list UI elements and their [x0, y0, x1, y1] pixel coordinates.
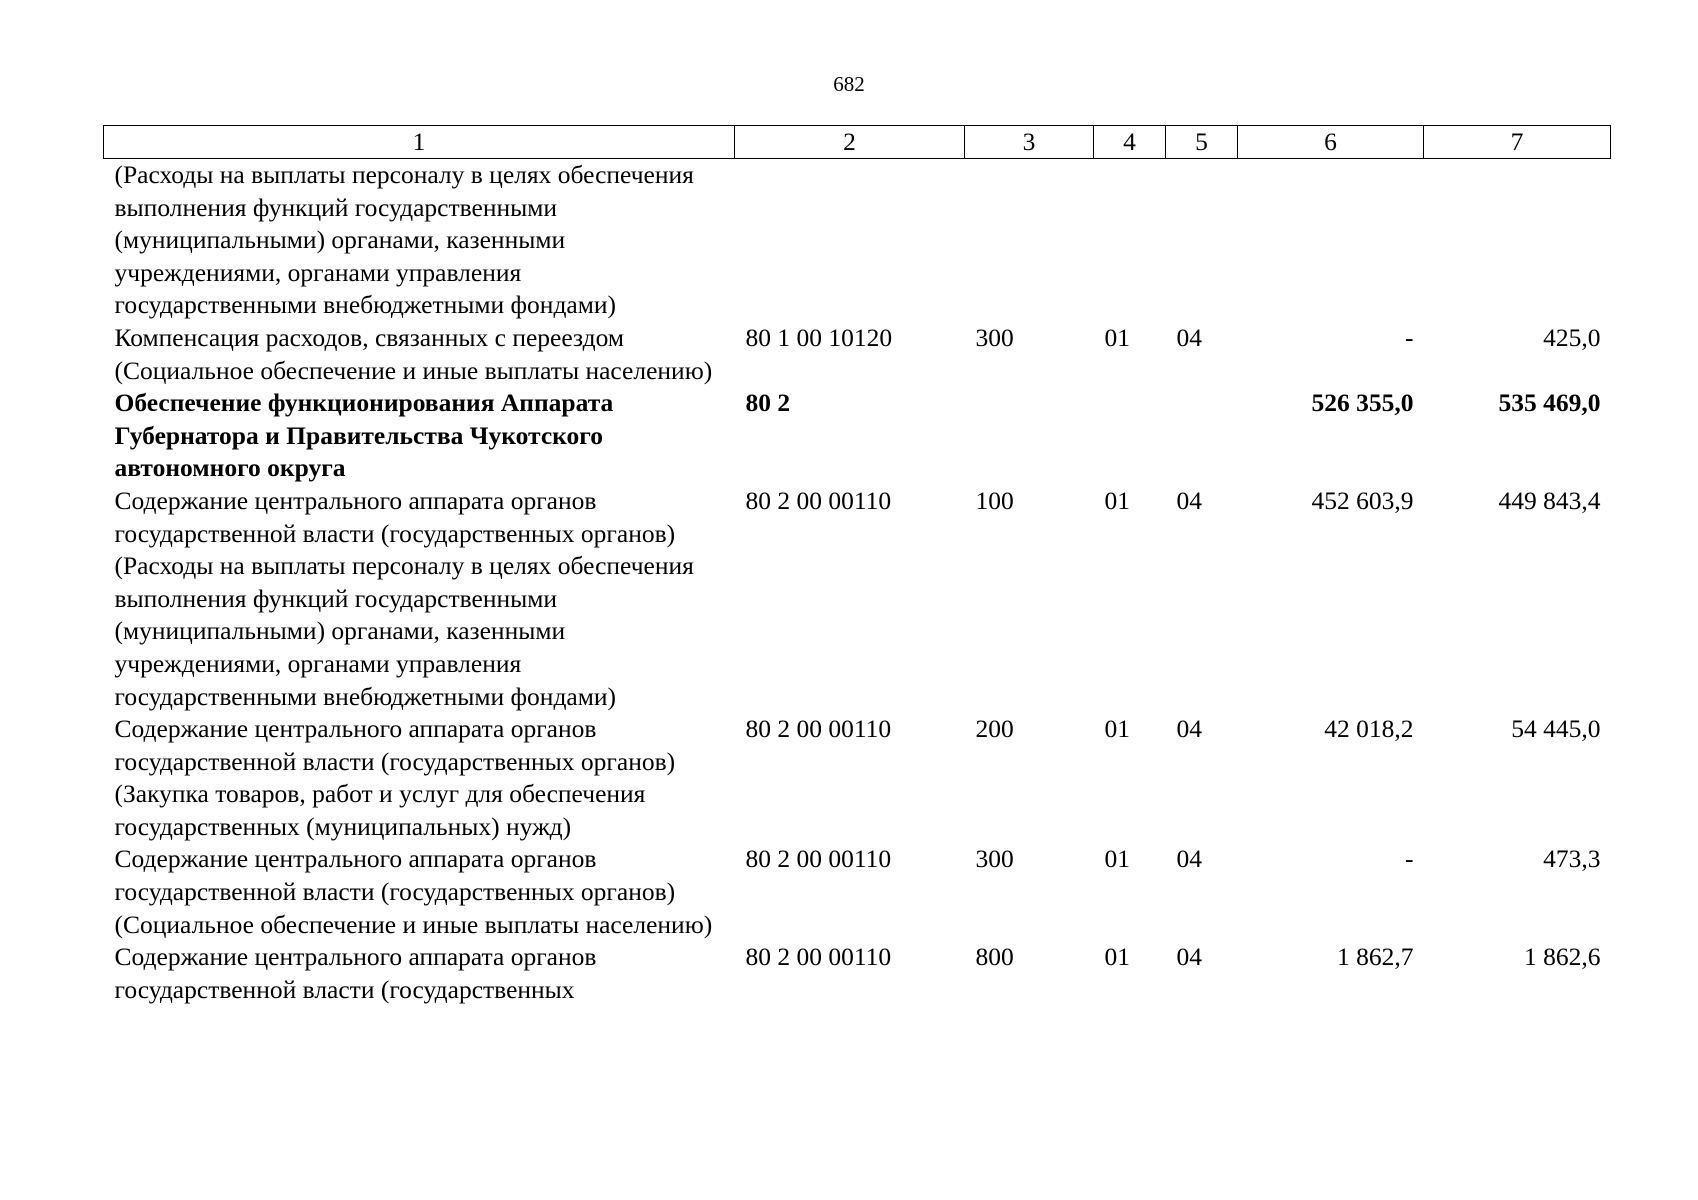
row-sum-1: 42 018,2	[1324, 714, 1414, 744]
row-subsection	[1166, 159, 1238, 322]
row-code: 80 2 00 00110	[745, 714, 892, 744]
budget-table	[103, 125, 1611, 1006]
table-row	[104, 322, 1611, 387]
row-expense-type: 100	[975, 485, 1014, 515]
row-subsection: 04	[1176, 714, 1202, 744]
row-name: (Расходы на выплаты персоналу в целях обеспечения выполнения функций государственными (муниципальными) органами, казенными учреждениями, органами управления государственными внебюджетными фондами)	[114, 160, 694, 320]
row-name: Содержание центрального аппарата органов государственной власти (государственных органов) (Закупка товаров, работ и услуг для обеспечения государственных (муниципальных) нужд)	[114, 714, 676, 841]
row-subsection: 04	[1176, 844, 1202, 874]
row-sum-1: -	[1405, 844, 1414, 874]
row-expense-type: 300	[975, 844, 1014, 874]
row-sum-1: 1 862,7	[1337, 942, 1414, 972]
row-code: 80 1 00 10120	[745, 322, 893, 352]
row-sum-2	[1424, 159, 1611, 322]
row-sum-2: 449 843,4	[1498, 485, 1601, 515]
row-sum-1: 452 603,9	[1311, 485, 1414, 515]
table-row	[104, 843, 1611, 941]
row-expense-type: 200	[975, 714, 1014, 744]
row-sum-2: 54 445,0	[1511, 714, 1601, 744]
table-row	[104, 713, 1611, 843]
page-number: 682	[833, 72, 865, 96]
row-subsection: 04	[1176, 942, 1202, 972]
row-sum-2: 425,0	[1543, 322, 1601, 352]
header-col-3: 3	[965, 126, 1094, 159]
table-row	[104, 485, 1611, 713]
row-name: Содержание центрального аппарата органов государственной власти (государственных	[114, 942, 597, 1004]
row-sum-2: 1 862,6	[1524, 942, 1601, 972]
row-section: 01	[1104, 322, 1130, 352]
row-code: 80 2	[745, 388, 791, 418]
row-section: 01	[1104, 485, 1130, 515]
header-col-6: 6	[1238, 126, 1424, 159]
row-subsection	[1166, 387, 1238, 485]
row-section	[1094, 159, 1166, 322]
row-name: Компенсация расходов, связанных с переездом (Социальное обеспечение и иные выплаты населению)	[114, 322, 713, 385]
row-code: 80 2 00 00110	[745, 844, 892, 874]
table-row	[104, 159, 1611, 322]
row-expense-type: 300	[975, 322, 1014, 352]
row-code: 80 2 00 00110	[745, 485, 892, 515]
header-col-5: 5	[1166, 126, 1238, 159]
row-code	[735, 159, 965, 322]
table-row	[104, 941, 1611, 1006]
row-sum-1	[1238, 159, 1424, 322]
row-subsection: 04	[1176, 322, 1202, 352]
row-section	[1094, 387, 1166, 485]
row-name: Обеспечение функционирования Аппарата Губернатора и Правительства Чукотского автономного округа	[114, 388, 614, 483]
row-expense-type: 800	[975, 942, 1014, 972]
row-section: 01	[1104, 942, 1130, 972]
header-col-7: 7	[1424, 126, 1611, 159]
row-expense-type	[965, 159, 1094, 322]
table-header	[104, 126, 1611, 159]
row-section: 01	[1104, 844, 1130, 874]
row-sum-1: -	[1405, 322, 1414, 352]
row-section: 01	[1104, 714, 1130, 744]
header-col-2: 2	[735, 126, 965, 159]
header-row	[104, 126, 1611, 159]
row-name: Содержание центрального аппарата органов государственной власти (государственных органов) (Социальное обеспечение и иные выплаты населению)	[114, 844, 713, 939]
row-subsection: 04	[1176, 485, 1202, 515]
row-code: 80 2 00 00110	[745, 942, 892, 972]
row-sum-2: 535 469,0	[1498, 388, 1601, 418]
row-sum-1: 526 355,0	[1311, 388, 1414, 418]
table-body	[104, 159, 1611, 1007]
row-name: Содержание центрального аппарата органов государственной власти (государственных органов) (Расходы на выплаты персоналу в целях обеспечения выполнения функций государственными (муниципальными) органами, казенными учреждениями, органами управления государственными внебюджетными фондами)	[114, 485, 694, 711]
row-expense-type	[965, 387, 1094, 485]
table-row	[104, 387, 1611, 485]
header-col-4: 4	[1094, 126, 1166, 159]
header-col-1: 1	[104, 126, 735, 159]
row-sum-2: 473,3	[1543, 844, 1601, 874]
